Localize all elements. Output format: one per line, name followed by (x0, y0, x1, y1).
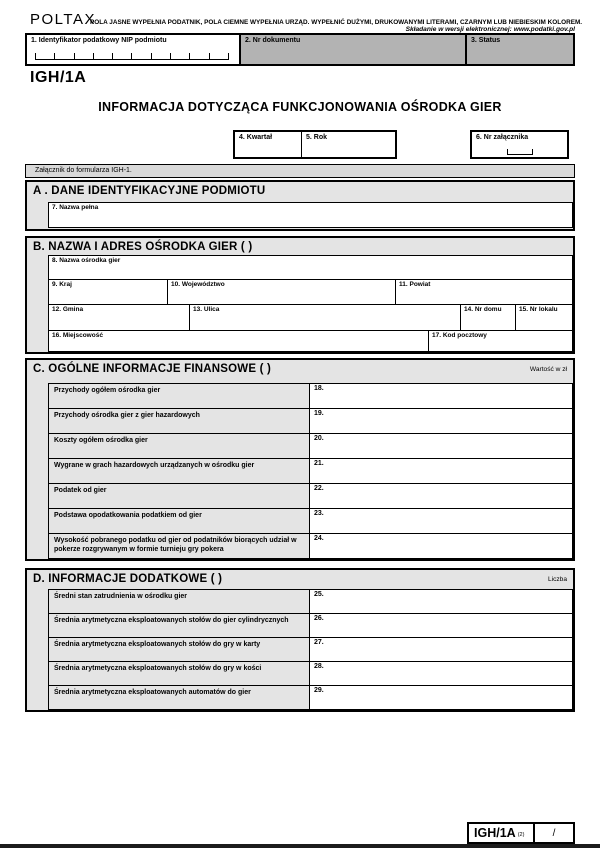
postal-code-field[interactable] (428, 330, 573, 352)
footer-form-code-box (467, 822, 575, 844)
section-a (25, 180, 575, 231)
county-field[interactable] (395, 279, 573, 305)
footer-page-indicator: / (552, 827, 556, 839)
footer-form-code-sub: (2) (517, 832, 525, 838)
country-field[interactable] (48, 279, 168, 305)
row-label: Wysokość pobranego podatku od gier od podatników biorących udział w pokerze rozgrywanym w formie turnieju gry pokera (48, 533, 310, 559)
nip-field-label: 1. Identyfikator podatkowy NIP podmiotu (31, 37, 167, 44)
row-value-field-24[interactable]: 24. (310, 533, 573, 559)
row-label: Koszty ogółem ośrodka gier (48, 433, 310, 459)
attachment-number-field[interactable] (470, 130, 569, 159)
row-value-field-18[interactable]: 18. (310, 383, 573, 409)
section-c-unit-label: Wartość w zł (529, 366, 567, 373)
year-field[interactable] (301, 132, 395, 157)
voivodeship-label: 10. Województwo (171, 281, 225, 288)
table-row (48, 589, 573, 614)
status-label: 3. Status (471, 37, 501, 44)
header-fields-row (25, 33, 575, 66)
table-row (48, 433, 573, 459)
section-d-unit-label: Liczba (547, 576, 567, 583)
row-label: Wygrane w grach hazardowych urządzanych w ośrodku gier (48, 458, 310, 484)
flat-number-label: 15. Nr lokalu (519, 306, 558, 313)
section-a-fields (48, 202, 573, 228)
row-value-field-19[interactable]: 19. (310, 408, 573, 434)
poltax-logo: POLTAX (30, 11, 96, 28)
status-field (465, 35, 573, 64)
row-value-field-29[interactable]: 29. (310, 685, 573, 710)
nip-field[interactable] (27, 35, 239, 64)
table-row (48, 383, 573, 409)
table-row (48, 661, 573, 686)
row-label: Przychody ogółem ośrodka gier (48, 383, 310, 409)
row-value-field-20[interactable]: 20. (310, 433, 573, 459)
section-b (25, 236, 575, 354)
year-label: 5. Rok (306, 134, 328, 141)
table-row (48, 613, 573, 638)
full-name-field[interactable] (48, 202, 573, 228)
city-field[interactable] (48, 330, 429, 352)
attachment-number-comb-input[interactable] (507, 149, 533, 155)
table-row (48, 637, 573, 662)
city-label: 16. Miejscowość (52, 332, 103, 339)
centre-name-label: 8. Nazwa ośrodka gier (52, 257, 121, 264)
voivodeship-field[interactable] (167, 279, 396, 305)
form-title: INFORMACJA DOTYCZĄCA FUNKCJONOWANIA OŚRODKA GIER (98, 100, 502, 114)
section-c-table (48, 383, 573, 559)
attachment-number-label: 6. Nr załącznika (476, 134, 529, 141)
row-value-field-26[interactable]: 26. (310, 613, 573, 638)
table-row (48, 533, 573, 559)
row-value-field-27[interactable]: 27. (310, 637, 573, 662)
table-row (48, 483, 573, 509)
house-number-field[interactable] (460, 304, 516, 331)
table-row (48, 458, 573, 484)
scan-edge-strip (0, 844, 600, 848)
electronic-filing-note: Składanie w wersji elektronicznej: www.podatki.gov.pl (405, 26, 575, 33)
footer-form-code-text: IGH/1A (474, 826, 516, 840)
section-d (25, 568, 575, 712)
row-label: Średni stan zatrudnienia w ośrodku gier (48, 589, 310, 614)
row-value-field-23[interactable]: 23. (310, 508, 573, 534)
commune-label: 12. Gmina (52, 306, 84, 313)
street-field[interactable] (189, 304, 461, 331)
quarter-label: 4. Kwartał (239, 134, 273, 141)
attachment-note-bar: Załącznik do formularza IGH-1. (25, 164, 575, 178)
quarter-field[interactable] (235, 132, 301, 157)
county-label: 11. Powiat (399, 281, 431, 288)
section-b-row-1 (48, 255, 573, 280)
section-d-table (48, 589, 573, 710)
row-value-field-21[interactable]: 21. (310, 458, 573, 484)
section-d-title: D. INFORMACJE DODATKOWE ( ) (33, 573, 223, 585)
nip-comb-input[interactable] (35, 53, 229, 60)
row-label: Podatek od gier (48, 483, 310, 509)
commune-field[interactable] (48, 304, 190, 331)
row-label: Średnia arytmetyczna eksploatowanych stołów do gry w kości (48, 661, 310, 686)
document-number-label: 2. Nr dokumentu (245, 37, 301, 44)
section-b-row-2 (48, 279, 573, 305)
house-number-label: 14. Nr domu (464, 306, 502, 313)
section-c-title: C. OGÓLNE INFORMACJE FINANSOWE ( ) (33, 363, 272, 375)
row-label: Przychody ośrodka gier z gier hazardowych (48, 408, 310, 434)
section-b-row-4 (48, 330, 573, 352)
row-label: Średnia arytmetyczna eksploatowanych stołów do gier cylindrycznych (48, 613, 310, 638)
document-number-field (239, 35, 465, 64)
row-label: Średnia arytmetyczna eksploatowanych automatów do gier (48, 685, 310, 710)
centre-name-field[interactable] (48, 255, 573, 280)
table-row (48, 508, 573, 534)
row-label: Podstawa opodatkowania podatkiem od gier (48, 508, 310, 534)
fill-instructions: POLA JASNE WYPEŁNIA PODATNIK, POLA CIEMNE WYPEŁNIA URZĄD. WYPEŁNIĆ DUŻYMI, DRUKOWANYMI LITERAMI, CZARNYM LUB NIEBIESKIM KOLOREM. (90, 19, 583, 26)
table-row (48, 408, 573, 434)
section-c (25, 358, 575, 561)
row-value-field-28[interactable]: 28. (310, 661, 573, 686)
street-label: 13. Ulica (193, 306, 220, 313)
full-name-label: 7. Nazwa pełna (52, 204, 99, 211)
country-label: 9. Kraj (52, 281, 72, 288)
postal-code-label: 17. Kod pocztowy (432, 332, 487, 339)
form-code-heading: IGH/1A (30, 69, 87, 86)
flat-number-field[interactable] (515, 304, 573, 331)
row-value-field-25[interactable]: 25. (310, 589, 573, 614)
row-value-field-22[interactable]: 22. (310, 483, 573, 509)
footer-form-code (469, 824, 535, 842)
section-b-title: B. NAZWA I ADRES OŚRODKA GIER ( ) (33, 241, 253, 253)
quarter-year-fields (233, 130, 397, 159)
table-row (48, 685, 573, 710)
section-b-row-3 (48, 304, 573, 331)
section-a-title: A . DANE IDENTYFIKACYJNE PODMIOTU (33, 185, 266, 197)
row-label: Średnia arytmetyczna eksploatowanych stołów do gry w karty (48, 637, 310, 662)
